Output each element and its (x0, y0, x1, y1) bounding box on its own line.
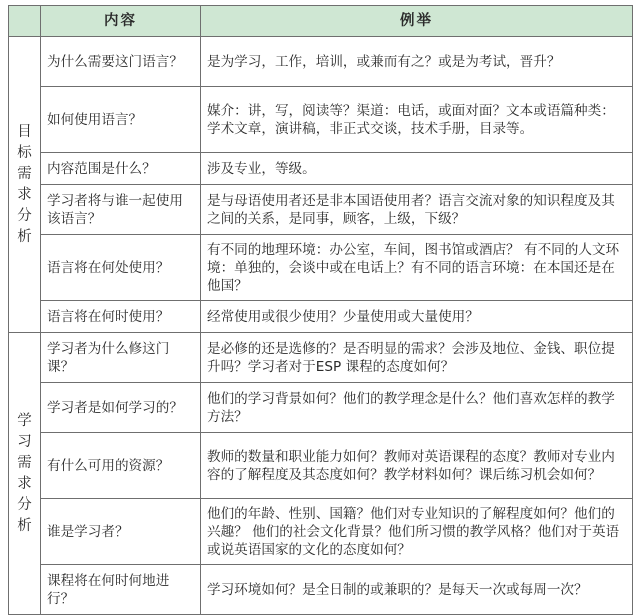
group-label-learning: 学习需求分析 (9, 333, 41, 615)
table-row (9, 37, 633, 87)
needs-analysis-table (8, 5, 633, 615)
table-row (9, 383, 633, 433)
row-example: 是必修的还是选修的？是否明显的需求？会涉及地位、金钱、职位提升吗？学习者对于ESP 课程的态度如何？ (201, 333, 633, 383)
row-item: 谁是学习者？ (41, 499, 201, 565)
row-example: 是与母语使用者还是非本国语使用者？语言交流对象的知识程度及其之间的关系，是同事，顾客，上级，下级？ (201, 185, 633, 235)
row-example: 媒介：讲，写，阅读等？渠道：电话，或面对面？文本或语篇种类：学术文章，演讲稿，非正式交谈，技术手册，目录等。 (201, 87, 633, 153)
table-row (9, 301, 633, 333)
row-item: 为什么需要这门语言？ (41, 37, 201, 87)
table-row (9, 185, 633, 235)
row-item: 学习者将与谁一起使用该语言？ (41, 185, 201, 235)
row-example: 教师的数量和职业能力如何？教师对英语课程的态度？教师对专业内容的了解程度及其态度如何？教学材料如何？课后练习机会如何？ (201, 433, 633, 499)
table-row (9, 235, 633, 301)
row-item: 课程将在何时何地进行？ (41, 565, 201, 615)
row-item: 学习者为什么修这门课？ (41, 333, 201, 383)
row-example: 有不同的地理环境：办公室，车间，图书馆或酒店？ 有不同的人文环境：单独的，会谈中或在电话上？有不同的语言环境：在本国还是在他国？ (201, 235, 633, 301)
row-item: 学习者是如何学习的？ (41, 383, 201, 433)
header-example: 例举 (201, 6, 633, 37)
table-row (9, 153, 633, 185)
table-row (9, 565, 633, 615)
row-example: 他们的年龄、性别、国籍？他们对专业知识的了解程度如何？他们的兴趣？ 他们的社会文化背景？他们所习惯的教学风格？他们对于英语或说英语国家的文化的态度如何？ (201, 499, 633, 565)
row-example: 学习环境如何？是全日制的或兼职的？是每天一次或每周一次？ (201, 565, 633, 615)
needs-analysis-table-container (8, 5, 632, 615)
header-content: 内容 (41, 6, 201, 37)
row-example: 他们的学习背景如何？他们的教学理念是什么？他们喜欢怎样的教学方法？ (201, 383, 633, 433)
row-example: 涉及专业，等级。 (201, 153, 633, 185)
table-row (9, 499, 633, 565)
row-item: 语言将在何处使用？ (41, 235, 201, 301)
table-row (9, 333, 633, 383)
table-header-row (9, 6, 633, 37)
table-row (9, 433, 633, 499)
header-group (9, 6, 41, 37)
row-item: 内容范围是什么？ (41, 153, 201, 185)
row-item: 如何使用语言？ (41, 87, 201, 153)
row-item: 有什么可用的资源？ (41, 433, 201, 499)
table-row (9, 87, 633, 153)
row-item: 语言将在何时使用？ (41, 301, 201, 333)
group-label-target: 目标需求分析 (9, 37, 41, 333)
row-example: 是为学习，工作，培训，或兼而有之？或是为考试，晋升？ (201, 37, 633, 87)
row-example: 经常使用或很少使用？少量使用或大量使用？ (201, 301, 633, 333)
